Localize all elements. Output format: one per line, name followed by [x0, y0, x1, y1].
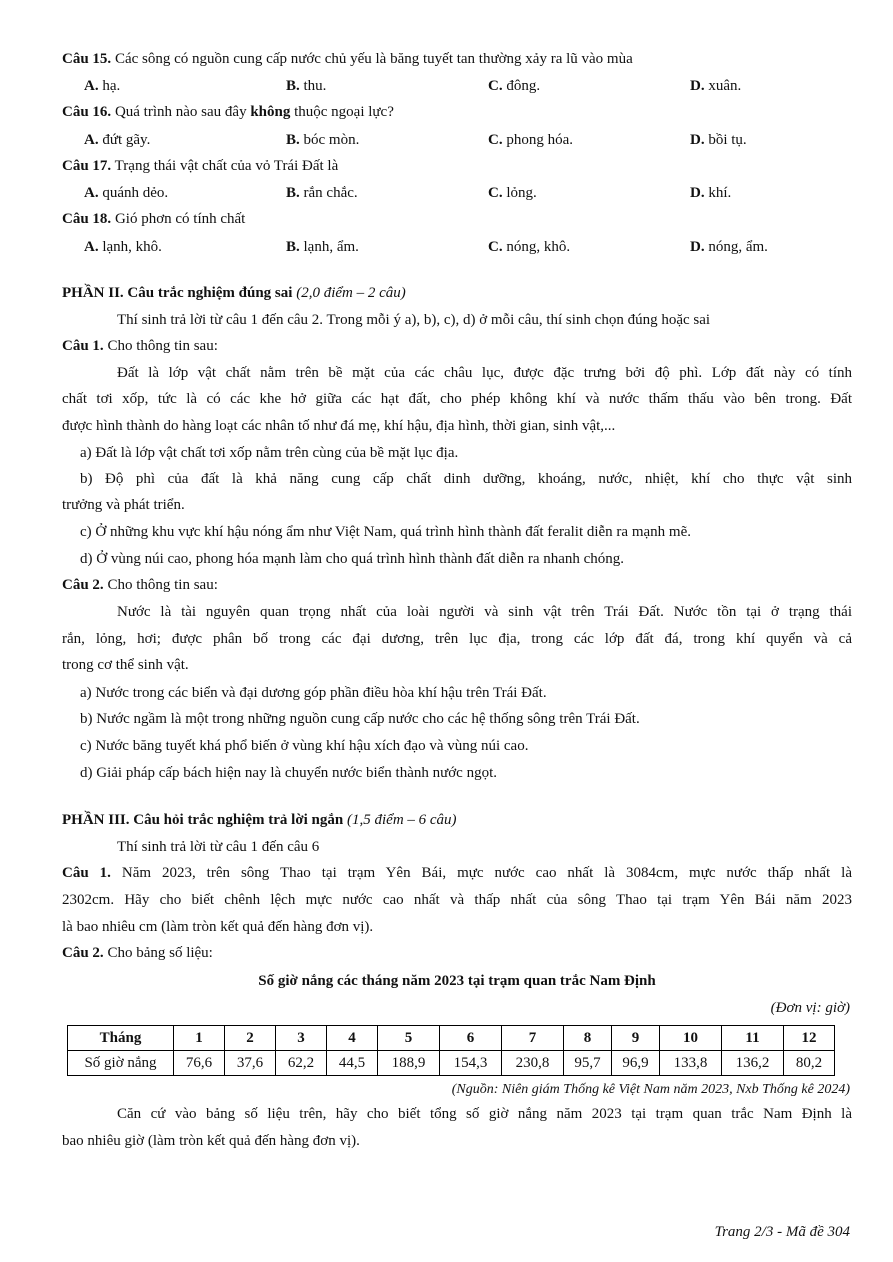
table-cell: 80,2 — [784, 1051, 835, 1076]
statement-c: c) Ở những khu vực khí hậu nóng ẩm như Việt Nam, quá trình hình thành đất feralit diễn ra mạnh mẽ. — [80, 524, 691, 540]
table-header-cell: 8 — [564, 1026, 612, 1051]
question-15 — [62, 50, 852, 69]
statement-a: a) Đất là lớp vật chất tơi xốp nằm trên cùng của bề mặt lục địa. — [80, 445, 459, 461]
option-a: A. quánh dẻo. — [84, 185, 169, 201]
option-c: C. lỏng. — [488, 185, 537, 201]
part3-instruction: Thí sinh trả lời từ câu 1 đến câu 6 — [117, 839, 320, 855]
table-unit: (Đơn vị: giờ) — [770, 1000, 850, 1016]
table-cell: 188,9 — [378, 1051, 440, 1076]
option-d: D. bồi tụ. — [690, 132, 747, 148]
part3-question-2: Câu 2. Cho bảng số liệu: — [62, 945, 213, 961]
table-header-cell: 4 — [327, 1026, 378, 1051]
statement-b: b) Nước ngầm là một trong những nguồn cung cấp nước cho các hệ thống sông trên Trái Đất. — [80, 711, 640, 727]
paragraph-line: Nước là tài nguyên quan trọng nhất của loài người và sinh vật trên Trái Đất. Nước tồn tại ở trạng thái — [117, 604, 852, 620]
paragraph-line: 2302cm. Hãy cho biết chênh lệch mực nước cao nhất và thấp nhất của sông Thao tại trạm Yên Bái năm 2023 — [62, 892, 852, 908]
table-header-cell: 12 — [784, 1026, 835, 1051]
part2-question-1: Câu 1. Cho thông tin sau: — [62, 338, 218, 354]
table-cell: Số giờ nắng — [68, 1051, 174, 1076]
table-cell: 230,8 — [502, 1051, 564, 1076]
paragraph-line: Đất là lớp vật chất nằm trên bề mặt của các châu lục, được đặc trưng bởi độ phì. Lớp đất này có tính — [117, 365, 852, 381]
table-header-cell: 5 — [378, 1026, 440, 1051]
table-title: Số giờ nắng các tháng năm 2023 tại trạm quan trắc Nam Định — [258, 973, 656, 989]
part2-instruction: Thí sinh trả lời từ câu 1 đến câu 2. Trong mỗi ý a), b), c), d) ở mỗi câu, thí sinh chọn đúng hoặc sai — [117, 312, 711, 328]
table-cell: 96,9 — [612, 1051, 660, 1076]
option-b: B. bóc mòn. — [286, 132, 360, 148]
page-footer: Trang 2/3 - Mã đề 304 — [714, 1224, 850, 1240]
paragraph-line: bao nhiêu giờ (làm tròn kết quả đến hàng đơn vị). — [62, 1133, 360, 1149]
statement-c: c) Nước băng tuyết khá phổ biến ở vùng khí hậu xích đạo và vùng núi cao. — [80, 738, 529, 754]
paragraph-line: là bao nhiêu cm (làm tròn kết quả đến hàng đơn vị). — [62, 919, 374, 935]
table-cell: 76,6 — [174, 1051, 225, 1076]
section-heading-part3: PHẦN III. Câu hỏi trắc nghiệm trả lời ngắn (1,5 điểm – 6 câu) — [62, 812, 457, 828]
table-source: (Nguồn: Niên giám Thống kê Việt Nam năm 2023, Nxb Thống kê 2024) — [451, 1082, 850, 1097]
table-cell: 154,3 — [440, 1051, 502, 1076]
question-label: Câu 15. — [62, 51, 112, 67]
table-header-cell: 1 — [174, 1026, 225, 1051]
table-header-row — [68, 1026, 835, 1051]
question-18: Câu 18. Gió phơn có tính chất — [62, 211, 246, 227]
table-row — [68, 1051, 835, 1076]
table-header-cell: 10 — [660, 1026, 722, 1051]
table-cell: 136,2 — [722, 1051, 784, 1076]
part2-question-2: Câu 2. Cho thông tin sau: — [62, 577, 218, 593]
table-header-cell: 11 — [722, 1026, 784, 1051]
table-cell: 62,2 — [276, 1051, 327, 1076]
statement-b: b) Độ phì của đất là khả năng cung cấp chất dinh dưỡng, khoáng, nước, nhiệt, khí cho thực vật sinh — [80, 471, 852, 487]
statement-d: d) Giải pháp cấp bách hiện nay là chuyển nước biển thành nước ngọt. — [80, 765, 497, 781]
option-c: C. nóng, khô. — [488, 239, 571, 255]
paragraph-line: được hình thành do hàng loạt các nhân tố như đá mẹ, khí hậu, địa hình, thời gian, sinh vật,... — [62, 418, 616, 434]
section-heading-part2: PHẦN II. Câu trắc nghiệm đúng sai (2,0 điểm – 2 câu) — [62, 285, 406, 301]
paragraph-line: Căn cứ vào bảng số liệu trên, hãy cho biết tổng số giờ nắng năm 2023 tại trạm quan trắc Nam Định là — [117, 1106, 852, 1122]
table-header-cell: 6 — [440, 1026, 502, 1051]
table-header-cell: 2 — [225, 1026, 276, 1051]
option-d: D. khí. — [690, 185, 732, 201]
table-cell: 133,8 — [660, 1051, 722, 1076]
question-text: Các sông có nguồn cung cấp nước chủ yếu là băng tuyết tan thường xảy ra lũ vào mùa — [114, 51, 633, 67]
option-a: A. hạ. — [84, 78, 121, 94]
question-17: Câu 17. Trạng thái vật chất của vỏ Trái Đất là — [62, 158, 339, 174]
paragraph-line: trong cơ thể sinh vật. — [62, 657, 189, 673]
option-c: C. phong hóa. — [488, 132, 574, 148]
paragraph-line: rắn, lỏng, hơi; được phân bố trong các đại dương, trên lục địa, trong các lớp đất đá, trong khí quyển và cả — [62, 631, 852, 647]
sunshine-table — [67, 1025, 835, 1076]
option-b: B. rắn chắc. — [286, 185, 358, 201]
part3-question-1: Câu 1. Năm 2023, trên sông Thao tại trạm Yên Bái, mực nước cao nhất là 3084cm, mực nước thấp nhất là — [62, 865, 853, 881]
option-a: A. lạnh, khô. — [84, 239, 162, 255]
table-header-cell: 9 — [612, 1026, 660, 1051]
option-a: A. đứt gãy. — [84, 132, 151, 148]
table-cell: 95,7 — [564, 1051, 612, 1076]
table-cell: 44,5 — [327, 1051, 378, 1076]
statement-b-cont: trưởng và phát triển. — [62, 497, 185, 513]
statement-a: a) Nước trong các biển và đại dương góp phần điều hòa khí hậu trên Trái Đất. — [80, 685, 547, 701]
question-16: Câu 16. Quá trình nào sau đây không thuộc ngoại lực? — [62, 104, 394, 120]
option-d: D. nóng, ẩm. — [690, 239, 768, 255]
option-d: D. xuân. — [690, 78, 742, 94]
table-header-cell: 3 — [276, 1026, 327, 1051]
option-c: C. đông. — [488, 78, 541, 94]
table-header-cell: Tháng — [68, 1026, 174, 1051]
table-header-cell: 7 — [502, 1026, 564, 1051]
statement-d: d) Ở vùng núi cao, phong hóa mạnh làm cho quá trình hình thành đất diễn ra nhanh chóng. — [80, 551, 625, 567]
table-cell: 37,6 — [225, 1051, 276, 1076]
option-b: B. lạnh, ẩm. — [286, 239, 359, 255]
option-b: B. thu. — [286, 78, 327, 94]
paragraph-line: chất tơi xốp, tức là có các khe hở giữa các hạt đất, cho phép không khí và nước thấm thấu vào bên trong. Đất — [62, 391, 852, 407]
